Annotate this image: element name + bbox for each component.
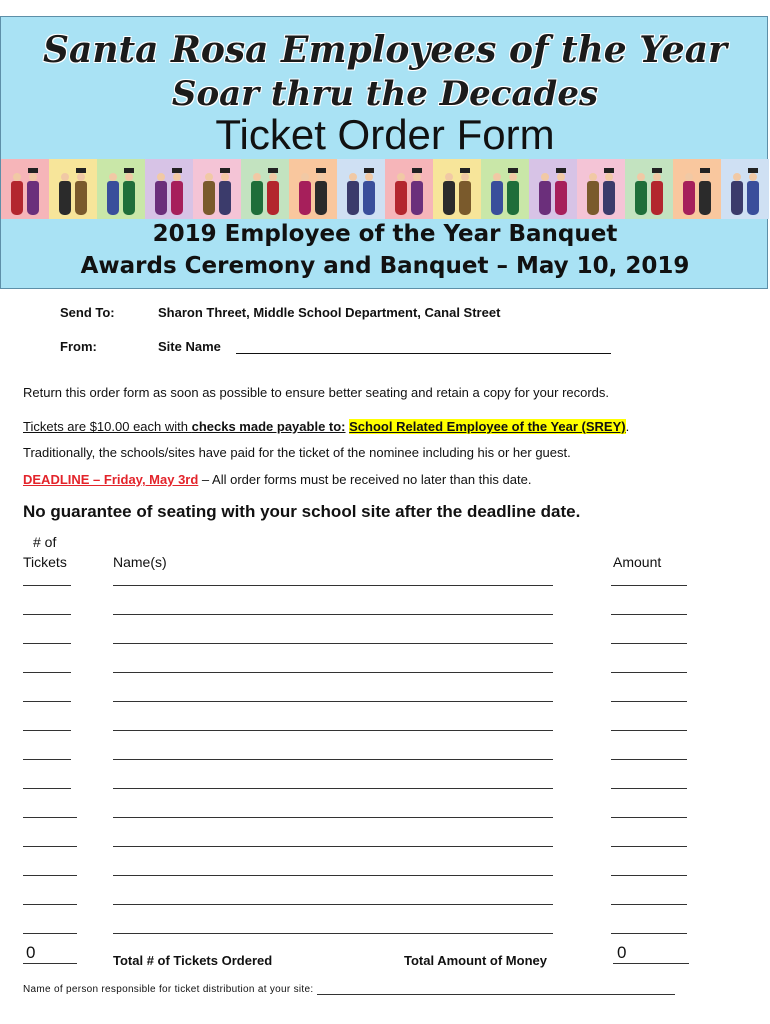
tickets-cell[interactable] <box>23 894 77 905</box>
name-cell[interactable] <box>113 633 553 644</box>
tradition-note: Traditionally, the schools/sites have paid for the ticket of the nominee including his or her guest. <box>23 445 571 460</box>
decade-tile <box>673 159 721 219</box>
name-cell[interactable] <box>113 604 553 615</box>
total-money-label: Total Amount of Money <box>404 953 547 968</box>
send-to-value: Sharon Threet, Middle School Department, Canal Street <box>158 305 501 320</box>
checks-payable-label: checks made payable to: <box>191 419 346 434</box>
person-figure-icon <box>107 173 119 215</box>
tickets-cell[interactable] <box>23 749 71 760</box>
person-figure-icon <box>347 173 359 215</box>
person-figure-icon <box>395 173 407 215</box>
person-figure-icon <box>587 173 599 215</box>
person-figure-icon <box>171 173 183 215</box>
person-figure-icon <box>299 173 311 215</box>
send-to-label: Send To: <box>60 305 115 320</box>
name-cell[interactable] <box>113 720 553 731</box>
col-amount-header: Amount <box>613 554 662 570</box>
col-names-header: Name(s) <box>113 554 167 570</box>
tickets-cell[interactable] <box>23 778 71 789</box>
col-tickets-header-top: # of <box>33 534 57 550</box>
no-guarantee-notice: No guarantee of seating with your school site after the deadline date. <box>23 502 581 521</box>
decade-tile <box>433 159 481 219</box>
name-cell[interactable] <box>113 923 553 934</box>
tickets-cell[interactable] <box>23 604 71 615</box>
person-figure-icon <box>443 173 455 215</box>
tickets-prefix: Tickets are $10.00 each with <box>23 419 192 434</box>
amount-cell[interactable] <box>611 865 687 876</box>
decade-tile <box>529 159 577 219</box>
person-figure-icon <box>267 173 279 215</box>
name-cell[interactable] <box>113 691 553 702</box>
amount-cell[interactable] <box>611 604 687 615</box>
person-figure-icon <box>635 173 647 215</box>
decade-tile <box>337 159 385 219</box>
person-figure-icon <box>155 173 167 215</box>
responsible-label: Name of person responsible for ticket distribution at your site: <box>23 984 314 995</box>
name-cell[interactable] <box>113 807 553 818</box>
amount-cell[interactable] <box>611 575 687 586</box>
deadline-label: DEADLINE – Friday, May 3rd <box>23 472 199 487</box>
title-line-2: Soar thru the Decades <box>171 74 599 114</box>
return-instructions: Return this order form as soon as possible to ensure better seating and retain a copy for your records. <box>23 385 610 400</box>
deadline-line <box>23 472 531 487</box>
site-name-label: Site Name <box>158 339 221 354</box>
amount-cell[interactable] <box>611 720 687 731</box>
decade-tile <box>193 159 241 219</box>
tickets-cell[interactable] <box>23 923 77 934</box>
amount-cell[interactable] <box>611 749 687 760</box>
ticket-price-line <box>23 419 629 434</box>
person-figure-icon <box>555 173 567 215</box>
from-label: From: <box>60 339 97 354</box>
ceremony-date: Awards Ceremony and Banquet – May 10, 2019 <box>80 253 690 279</box>
person-figure-icon <box>507 173 519 215</box>
decade-tile <box>145 159 193 219</box>
amount-cell[interactable] <box>611 662 687 673</box>
decade-figures-strip <box>1 159 769 219</box>
tickets-cell[interactable] <box>23 691 71 702</box>
person-figure-icon <box>11 173 23 215</box>
tickets-cell[interactable] <box>23 662 71 673</box>
name-cell[interactable] <box>113 662 553 673</box>
amount-cell[interactable] <box>611 836 687 847</box>
amount-cell[interactable] <box>611 807 687 818</box>
payee-name: School Related Employee of the Year (SREY) <box>349 419 626 434</box>
amount-cell[interactable] <box>611 894 687 905</box>
amount-cell[interactable] <box>611 778 687 789</box>
decade-tile <box>481 159 529 219</box>
tickets-suffix: . <box>625 419 630 434</box>
person-figure-icon <box>459 173 471 215</box>
banquet-title: 2019 Employee of the Year Banquet <box>152 221 618 247</box>
form-title: Ticket Order Form <box>215 111 555 158</box>
person-figure-icon <box>603 173 615 215</box>
person-figure-icon <box>699 173 711 215</box>
decade-tile <box>721 159 769 219</box>
person-figure-icon <box>747 173 759 215</box>
tickets-cell[interactable] <box>23 807 77 818</box>
responsible-person-line <box>23 984 675 995</box>
name-cell[interactable] <box>113 575 553 586</box>
person-figure-icon <box>411 173 423 215</box>
tickets-cell[interactable] <box>23 865 77 876</box>
tickets-cell[interactable] <box>23 575 71 586</box>
person-figure-icon <box>363 173 375 215</box>
amount-cell[interactable] <box>611 923 687 934</box>
decade-tile <box>1 159 49 219</box>
amount-cell[interactable] <box>611 691 687 702</box>
name-cell[interactable] <box>113 836 553 847</box>
person-figure-icon <box>123 173 135 215</box>
person-figure-icon <box>251 173 263 215</box>
person-figure-icon <box>203 173 215 215</box>
col-tickets-header: Tickets <box>23 554 67 570</box>
tickets-cell[interactable] <box>23 720 71 731</box>
person-figure-icon <box>491 173 503 215</box>
person-figure-icon <box>315 173 327 215</box>
tickets-cell[interactable] <box>23 836 77 847</box>
total-tickets-label: Total # of Tickets Ordered <box>113 953 273 968</box>
person-figure-icon <box>219 173 231 215</box>
person-figure-icon <box>75 173 87 215</box>
title-line-1: Santa Rosa Employees of the Year <box>43 29 727 71</box>
total-tickets-value[interactable]: 0 <box>26 943 36 962</box>
person-figure-icon <box>683 173 695 215</box>
name-cell[interactable] <box>113 749 553 760</box>
tickets-cell[interactable] <box>23 633 71 644</box>
person-figure-icon <box>651 173 663 215</box>
person-figure-icon <box>539 173 551 215</box>
decade-tile <box>625 159 673 219</box>
name-cell[interactable] <box>113 778 553 789</box>
name-cell[interactable] <box>113 865 553 876</box>
person-figure-icon <box>59 173 71 215</box>
deadline-text: – All order forms must be received no later than this date. <box>198 472 532 487</box>
decade-tile <box>289 159 337 219</box>
total-money-value[interactable]: 0 <box>617 943 627 962</box>
decade-tile <box>241 159 289 219</box>
total-tickets-line <box>23 953 77 964</box>
person-figure-icon <box>731 173 743 215</box>
person-figure-icon <box>27 173 39 215</box>
header-banner <box>0 16 768 289</box>
decade-tile <box>97 159 145 219</box>
total-money-line <box>613 953 689 964</box>
decade-tile <box>577 159 625 219</box>
site-name-input[interactable] <box>236 338 611 354</box>
decade-tile <box>385 159 433 219</box>
amount-cell[interactable] <box>611 633 687 644</box>
name-cell[interactable] <box>113 894 553 905</box>
responsible-input[interactable] <box>317 984 675 995</box>
decade-tile <box>49 159 97 219</box>
